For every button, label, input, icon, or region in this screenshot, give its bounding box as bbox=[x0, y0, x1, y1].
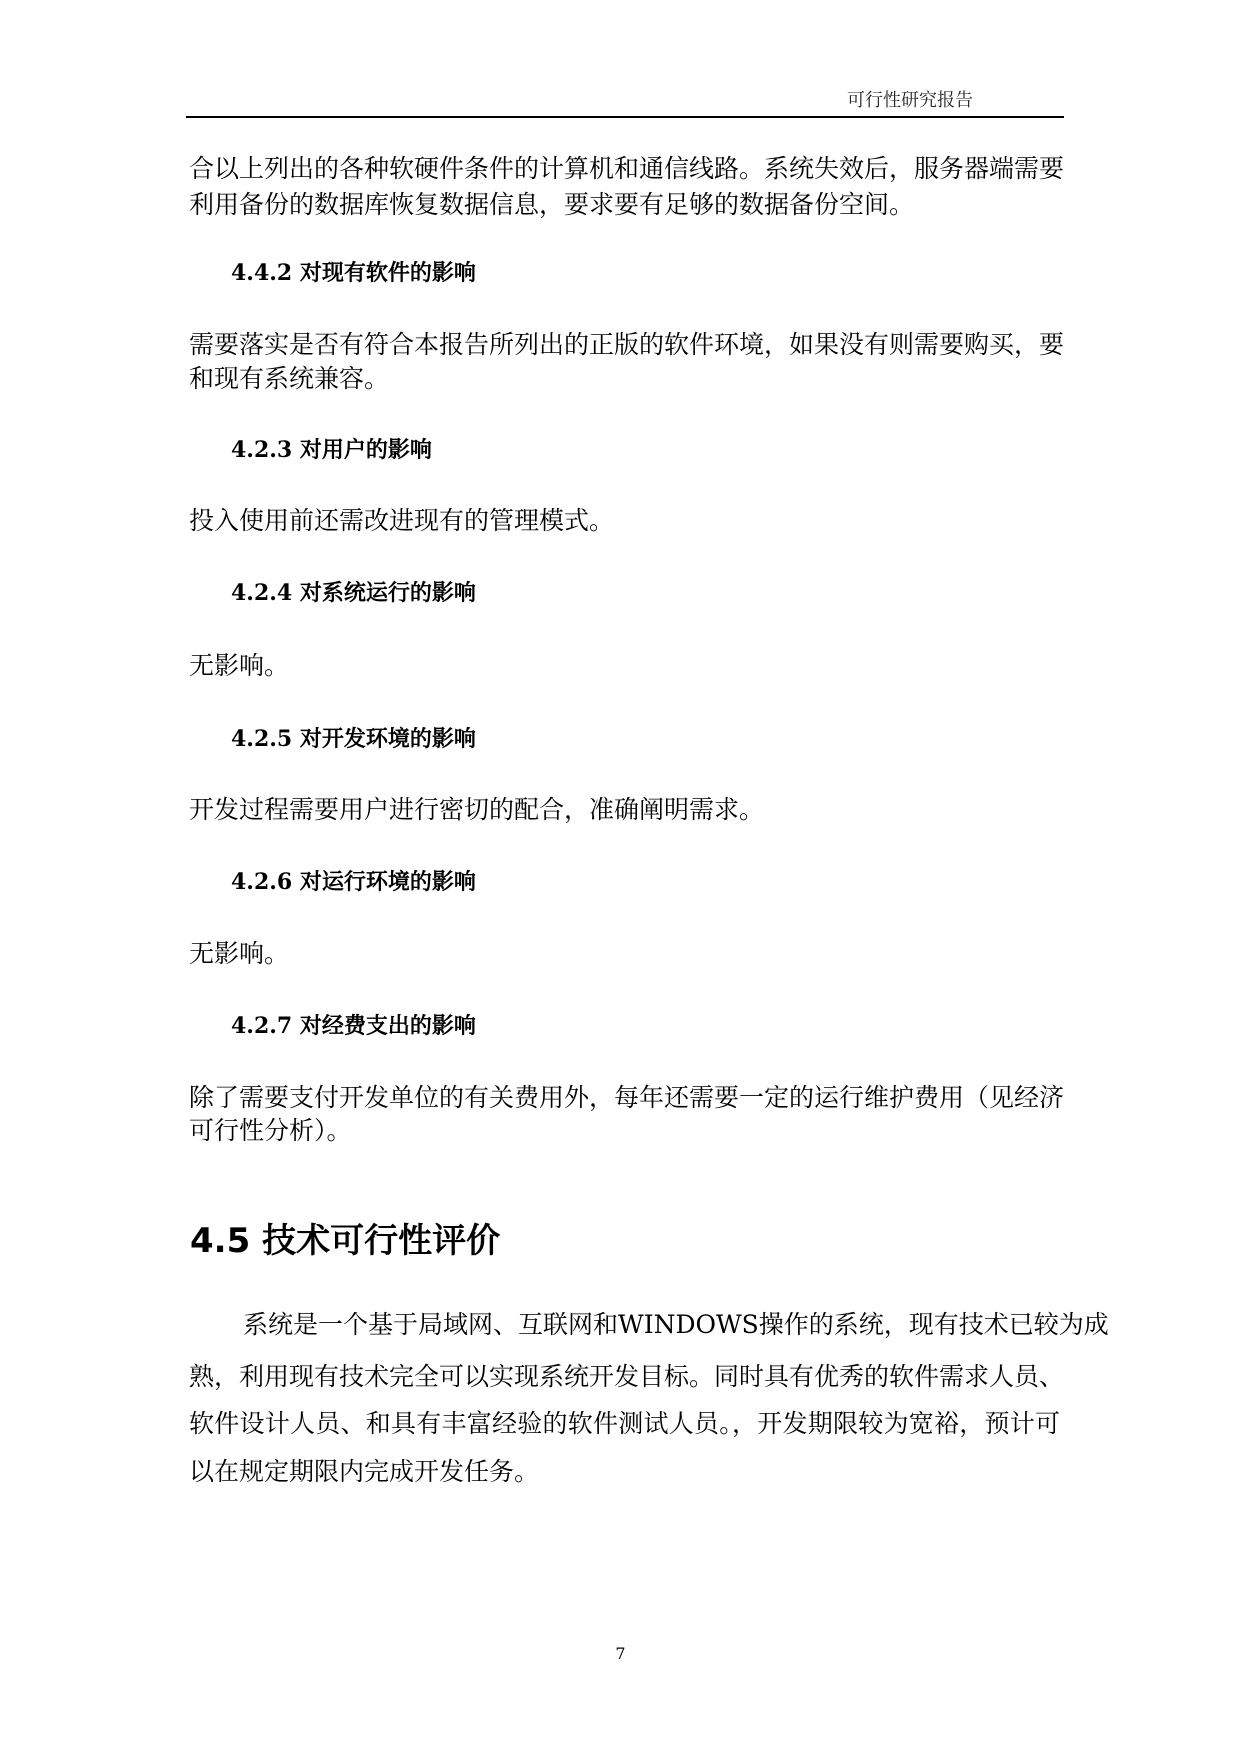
paragraph-line: 软件设计人员、和具有丰富经验的软件测试人员。，开发期限较为宽裕，预计可 bbox=[189, 1409, 1060, 1438]
section-heading-4-5: 4.5 技术可行性评价 bbox=[190, 1221, 501, 1261]
intro-line-1: 合以上列出的各种软硬件条件的计算机和通信线路。系统失效后，服务器端需要 bbox=[189, 154, 1065, 183]
paragraph-line: 系统是一个基于局域网、互联网和WINDOWS操作的系统，现有技术已较为成 bbox=[243, 1310, 1109, 1339]
paragraph-line: 需要落实是否有符合本报告所列出的正版的软件环境，如果没有则需要购买，要 bbox=[189, 330, 1065, 359]
heading-4-2-7: 4.2.7 对经费支出的影响 bbox=[231, 1013, 476, 1039]
paragraph-line: 和现有系统兼容。 bbox=[189, 364, 390, 393]
paragraph-line: 可行性分析）。 bbox=[189, 1116, 352, 1145]
paragraph-line: 开发过程需要用户进行密切的配合，准确阐明需求。 bbox=[189, 795, 765, 824]
paragraph-line: 以在规定期限内完成开发任务。 bbox=[189, 1457, 540, 1486]
paragraph-line: 投入使用前还需改进现有的管理模式。 bbox=[189, 506, 615, 535]
page-number: 7 bbox=[615, 1644, 626, 1663]
heading-4-2-4: 4.2.4 对系统运行的影响 bbox=[231, 580, 476, 606]
heading-4-2-6: 4.2.6 对运行环境的影响 bbox=[231, 869, 476, 895]
heading-4-2-3: 4.2.3 对用户的影响 bbox=[231, 437, 432, 463]
paragraph-line: 熟，利用现有技术完全可以实现系统开发目标。同时具有优秀的软件需求人员、 bbox=[189, 1362, 1065, 1391]
paragraph-line: 除了需要支付开发单位的有关费用外，每年还需要一定的运行维护费用（见经济 bbox=[189, 1083, 1065, 1112]
running-header-title: 可行性研究报告 bbox=[847, 90, 973, 111]
heading-4-4-2: 4.4.2 对现有软件的影响 bbox=[231, 260, 476, 286]
paragraph-line: 无影响。 bbox=[189, 939, 290, 968]
paragraph-line: 无影响。 bbox=[189, 651, 290, 680]
intro-line-2: 利用备份的数据库恢复数据信息，要求要有足够的数据备份空间。 bbox=[189, 190, 915, 219]
header-rule bbox=[186, 116, 1064, 118]
heading-4-2-5: 4.2.5 对开发环境的影响 bbox=[231, 726, 476, 752]
